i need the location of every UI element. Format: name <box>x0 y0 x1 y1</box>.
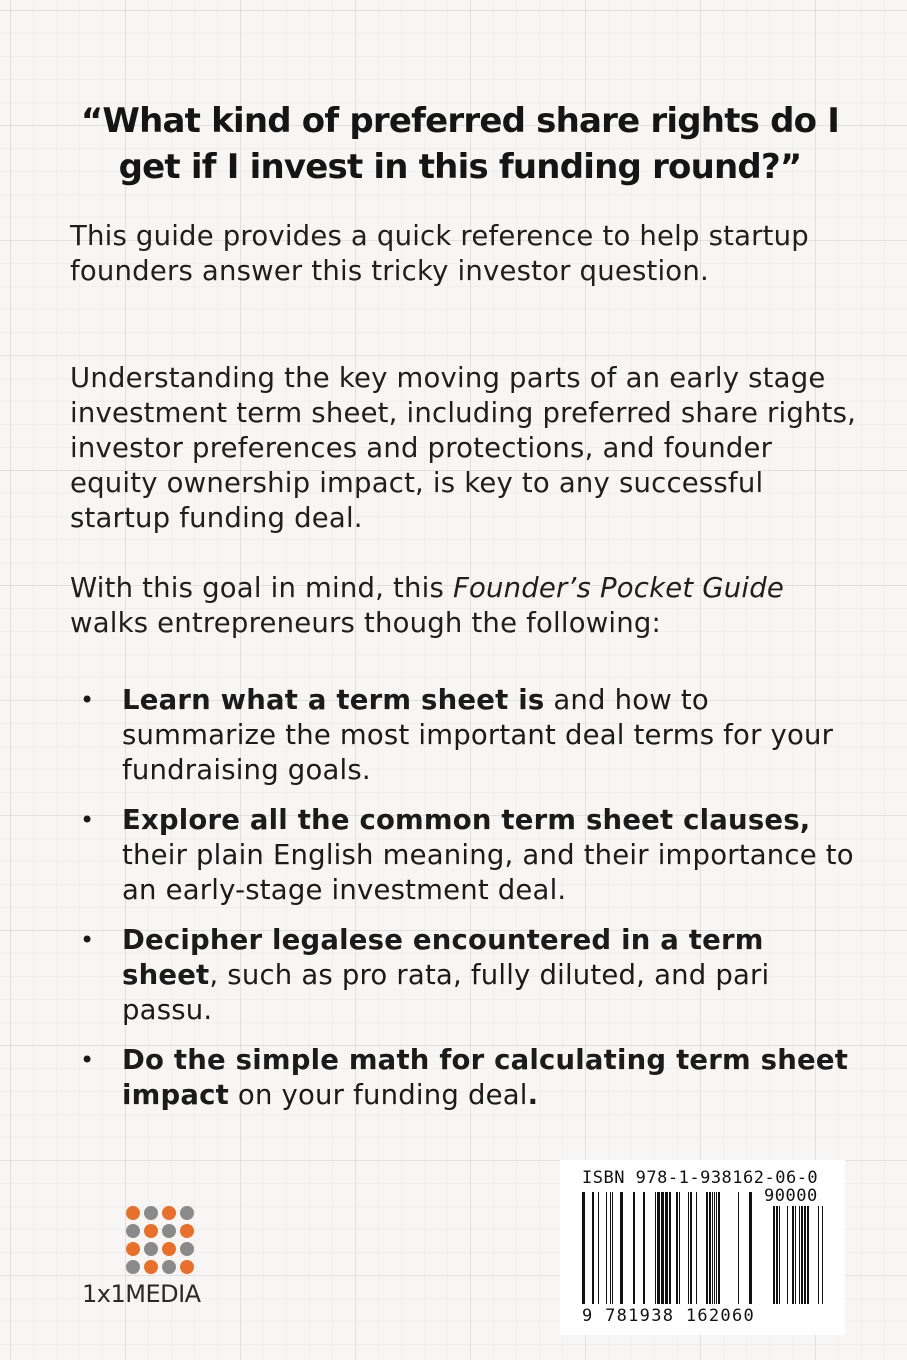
barcode-bar <box>801 1206 803 1304</box>
logo-dot <box>144 1206 158 1220</box>
isbn-barcode <box>560 1160 845 1335</box>
barcode-bar <box>738 1192 739 1304</box>
intro-paragraph: This guide provides a quick reference to help startup founders answer this tricky investor question. <box>70 220 809 287</box>
barcode-bar <box>818 1206 819 1304</box>
barcode-bar <box>822 1206 823 1304</box>
goal-text-before: With this goal in mind, this <box>70 572 453 604</box>
barcode-bar <box>633 1192 635 1304</box>
barcode-bar <box>779 1206 780 1304</box>
barcode-bar <box>657 1192 660 1304</box>
barcode-bar <box>688 1192 689 1304</box>
barcode-bar <box>606 1192 607 1304</box>
barcode-bar <box>712 1192 713 1304</box>
barcode-bar <box>773 1206 775 1304</box>
barcode-bar <box>661 1192 664 1304</box>
bullet-bold: Decipher legalese encountered in a term sheet <box>122 924 764 991</box>
bullet-icon: • <box>80 926 95 954</box>
barcode-digits: 9 781938 162060 <box>582 1306 756 1326</box>
goal-paragraph <box>70 571 860 641</box>
logo-dot <box>180 1224 194 1238</box>
headline-line-2: get if I invest in this funding round?” <box>118 147 802 187</box>
bullet-bold: Learn what a term sheet is <box>122 684 545 716</box>
list-item <box>78 923 858 1028</box>
book-title: Founder’s Pocket Guide <box>452 572 784 604</box>
barcode-bar <box>749 1192 752 1304</box>
bullet-text: on your funding deal <box>228 1079 528 1111</box>
logo-dot <box>126 1242 140 1256</box>
barcode-bar <box>696 1192 697 1304</box>
bullet-text: and how to summarize the most important deal terms for your fundraising goals. <box>122 684 834 786</box>
barcode-bar <box>655 1192 656 1304</box>
barcode-bar <box>714 1192 715 1304</box>
barcode-bar <box>776 1206 778 1304</box>
addon-barcode-bars <box>763 1206 823 1304</box>
isbn-label: ISBN 978-1-938162-06-0 <box>582 1168 819 1188</box>
list-item <box>78 683 858 788</box>
barcode-bar <box>620 1192 623 1304</box>
logo-dot <box>162 1260 176 1274</box>
logo-dot-grid <box>126 1206 232 1274</box>
goal-text-after: walks entrepreneurs though the following: <box>70 607 662 639</box>
bullet-icon: • <box>80 1046 95 1074</box>
logo-dot <box>126 1206 140 1220</box>
bullet-bold: Explore all the common term sheet clauses, <box>122 804 811 836</box>
bullet-icon: • <box>80 686 95 714</box>
bullet-text: their plain English meaning, and their importance to an early-stage investment deal. <box>122 839 854 906</box>
barcode-bar <box>709 1192 711 1304</box>
logo-dot <box>180 1260 194 1274</box>
list-item <box>78 803 858 908</box>
barcode-bar <box>718 1192 720 1304</box>
logo-dot <box>180 1242 194 1256</box>
barcode-bar <box>799 1206 800 1304</box>
logo-dot <box>126 1224 140 1238</box>
barcode-bar <box>592 1192 594 1304</box>
barcode-bar <box>716 1192 717 1304</box>
understanding-paragraph: Understanding the key moving parts of an early stage investment term sheet, including preferred share rights, investor preferences and protections, and founder equity ownership impact, is key to any successful startup funding deal. <box>70 362 857 534</box>
bullet-icon: • <box>80 806 95 834</box>
barcode-bar <box>679 1192 680 1304</box>
barcode-bar <box>792 1206 794 1304</box>
price-code: 90000 <box>764 1186 818 1206</box>
barcode-bar <box>612 1192 613 1304</box>
barcode-bar <box>598 1192 599 1304</box>
publisher-logo <box>82 1206 232 1308</box>
barcode-bar <box>582 1192 585 1304</box>
headline-line-1: “What kind of preferred share rights do I <box>80 101 840 141</box>
barcode-bar <box>804 1206 806 1304</box>
barcode-bar <box>643 1192 645 1304</box>
barcode-bar <box>676 1192 678 1304</box>
barcode-bars <box>582 1192 754 1304</box>
logo-dot <box>144 1224 158 1238</box>
bullet-text: , such as pro rata, fully diluted, and pari passu. <box>122 959 770 1026</box>
logo-dot <box>180 1206 194 1220</box>
headline <box>60 98 860 190</box>
barcode-bar <box>795 1206 796 1304</box>
logo-dot <box>162 1224 176 1238</box>
bullet-bold: Do the simple math for calculating term sheet impact <box>122 1044 849 1111</box>
logo-dot <box>126 1260 140 1274</box>
barcode-bar <box>665 1192 668 1304</box>
bullet-list <box>78 683 858 1128</box>
publisher-name: 1x1MEDIA <box>82 1280 201 1308</box>
list-item <box>78 1043 858 1113</box>
logo-dot <box>162 1242 176 1256</box>
bullet-trailing-period: . <box>527 1079 539 1111</box>
barcode-bar <box>807 1206 809 1304</box>
logo-dot <box>144 1242 158 1256</box>
barcode-bar <box>669 1192 671 1304</box>
barcode-bar <box>706 1192 708 1304</box>
logo-dot <box>144 1260 158 1274</box>
logo-dot <box>162 1206 176 1220</box>
barcode-bar <box>610 1192 611 1304</box>
barcode-bar <box>787 1206 788 1304</box>
barcode-bar <box>690 1192 692 1304</box>
